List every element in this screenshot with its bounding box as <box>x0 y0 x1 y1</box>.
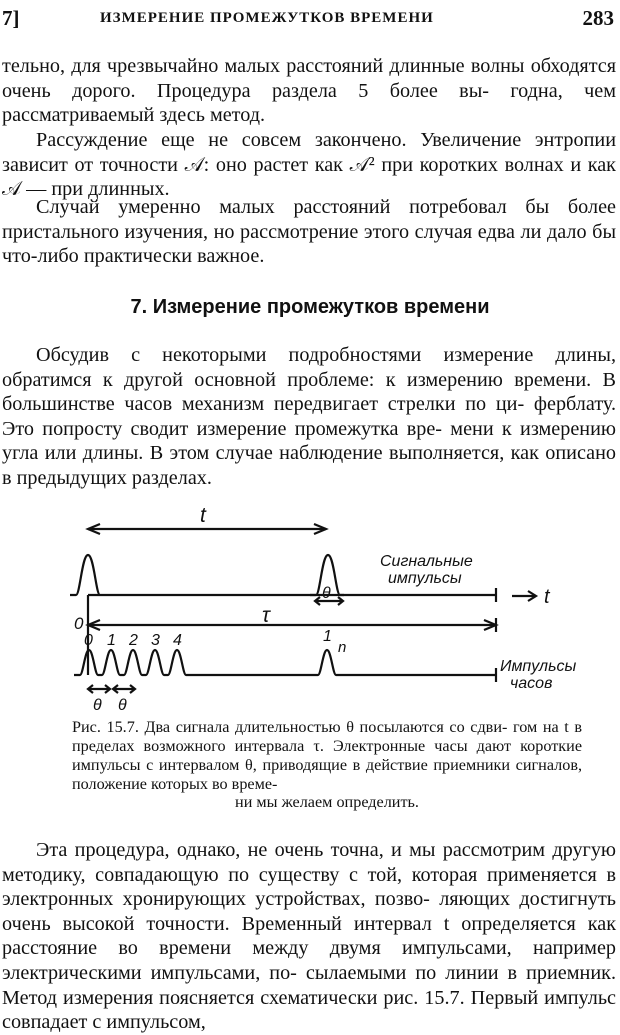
label-clock-1: Импульсы <box>500 658 577 675</box>
paragraph-3: Случай умеренно малых расстояний потребовал бы более пристального изучения, но рассмотрение этого случая едва ли дало бы что-либо практически важное. <box>2 196 617 268</box>
clock-pulse-train <box>74 650 190 675</box>
label-zero: 0 <box>74 614 84 633</box>
label-t-top: t <box>200 504 206 527</box>
label-signal-1: Сигнальные <box>380 553 473 570</box>
clock-number-3: 3 <box>151 632 160 649</box>
page-number: 283 <box>582 6 614 30</box>
clock-number-2: 2 <box>129 632 138 649</box>
timing-figure <box>0 500 620 712</box>
label-clock-2: часов <box>510 675 553 692</box>
paragraph-2: Рассуждение еще не совсем закончено. Увеличение энтропии зависит от точности 𝒜: оно растет как 𝒜² при коротких волнах и как 𝒜 — при длинных. <box>2 129 616 201</box>
label-tau: τ <box>262 604 270 627</box>
label-n: n <box>338 639 347 656</box>
running-title: ИЗМЕРЕНИЕ ПРОМЕЖУТКОВ ВРЕМЕНИ <box>100 10 434 26</box>
section-heading: 7. Измерение промежутков времени <box>130 296 490 318</box>
signal-pulse-1 <box>70 555 100 595</box>
label-theta-signal: θ <box>322 585 331 602</box>
label-theta-a: θ <box>93 697 102 712</box>
label-one: 1 <box>323 628 332 645</box>
running-header <box>0 4 620 30</box>
label-theta-b: θ <box>118 697 127 712</box>
paragraph-4: Обсудив с некоторыми подробностями измерение длины, обратимся к другой основной проблеме: к измерению времени. В большинстве часов механизм передвигает стрелки по ци- ферблату. Это попросту сводит измерение промежутка вре- мени к измерению угла или длины. В этом случае наблюдение выполняется, как описано в предыдущих разделах. <box>2 344 617 489</box>
label-t-axis: t <box>544 586 550 608</box>
paragraph-5: Эта процедура, однако, не очень точна, и мы рассмотрим другую методику, совпадающую по существу с той, которая применяется в электронных хронирующих устройствах, позво- ляющих достигнуть очень высокой точности. Временный интервал t определяется как расстояние во времени между двумя импульсами, например электрическими импульсами, по- сылаемыми по линии в приемник. Метод измерения поясняется схематически рис. 15.7. Первый импульс совпадает с импульсом, <box>2 839 617 1034</box>
clock-number-0: 0 <box>84 632 93 649</box>
clock-number-4: 4 <box>173 632 182 649</box>
clock-number-1: 1 <box>107 632 116 649</box>
label-signal-2: импульсы <box>388 570 462 587</box>
figure-caption: Рис. 15.7. Два сигнала длительностью θ посылаются со сдви- гом на t в пределах возможного интервала τ. Электронные часы дают короткие импульсы с интервалом θ, приводящие в действие приемники сигналов, положение которых во време- <box>72 718 583 793</box>
paragraph-1: тельно, для чрезвычайно малых расстояний длинные волны обходятся очень дорого. Процедура раздела 5 более вы- годна, чем рассматриваемый здесь метод. <box>2 55 617 127</box>
section-number: 7] <box>2 6 20 30</box>
figure-caption-last-line: ни мы желаем определить. <box>235 793 419 811</box>
